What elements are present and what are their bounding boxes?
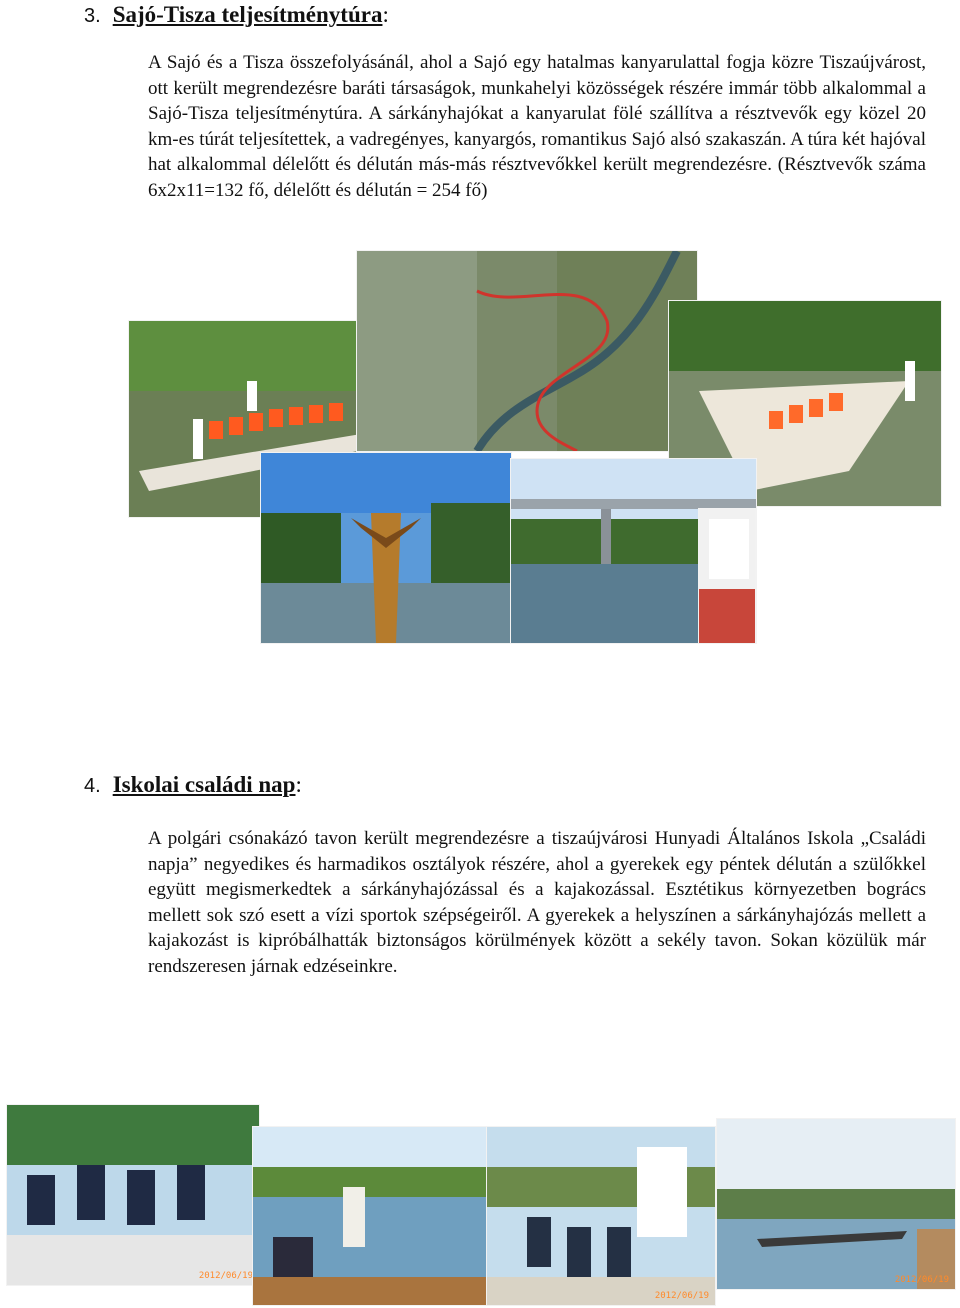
photo-kayak-lesson (252, 1126, 488, 1306)
section-4-title: Iskolai családi nap (112, 772, 296, 797)
photo-date-stamp: 2012/06/19 (654, 1291, 709, 1301)
section-4-colon: : (295, 772, 302, 797)
photo-children-paddling (6, 1104, 260, 1286)
section-3-paragraph: A Sajó és a Tisza összefolyásánál, ahol a Sajó egy hatalmas kanyarulattal fogja közre Tiszaújvárost, ott került megrendezésre baráti társaságok, munkahelyi közösségek részére immár több alkalommal a Sajó-Tisza teljesítménytúra. A sárkányhajókat a kanyarulat fölé szállítva a résztvevők egy közel 20 km-es túrát teljesítettek, a vadregényes, kanyargós, romantikus Sajó alsó szakaszán. A túra két hajóval hat alkalommal délelőtt és délután más-más résztvevőkkel került megrendezésre. (Résztvevők száma 6x2x11=132 fő, délelőtt és délután = 254 fő) (148, 52, 926, 201)
photo-aerial-map-route (356, 250, 698, 452)
photo-boarding-dragon-boat (486, 1126, 716, 1306)
section-4-number: 4. (84, 775, 101, 797)
photo-lake-dragon-boat (716, 1118, 956, 1290)
photo-paddler-closeup (698, 508, 756, 644)
section-3-colon: : (382, 2, 389, 27)
photo-date-stamp: 2012/06/19 (894, 1275, 949, 1285)
section-3-heading (84, 2, 389, 28)
section-4-paragraph: A polgári csónakázó tavon került megrendezésre a tiszaújvárosi Hunyadi Általános Iskola „Családi napja” negyedikes és harmadikos osztályok részére, ahol a gyerekek egy péntek délután a szülőkkel együtt megismerkedtek a sárkányhajózással és a kajakozással. Esztétikus környezetben bogrács mellett sok szó esett a vízi sportok szépségeiről. A gyerekek a helyszínen a sárkányhajózás mellett a kajakozást is kipróbálhatták biztonságos körülmények között a sekély tavon. Sokan közülük már rendszeresen járnak edzéseinkre. (148, 828, 926, 977)
photo-dragon-head-prow (260, 452, 512, 644)
section-3-title: Sajó-Tisza teljesítménytúra (112, 2, 383, 27)
section-4-heading (84, 772, 302, 798)
section-3-number: 3. (84, 5, 101, 27)
photo-date-stamp: 2012/06/19 (198, 1271, 253, 1281)
